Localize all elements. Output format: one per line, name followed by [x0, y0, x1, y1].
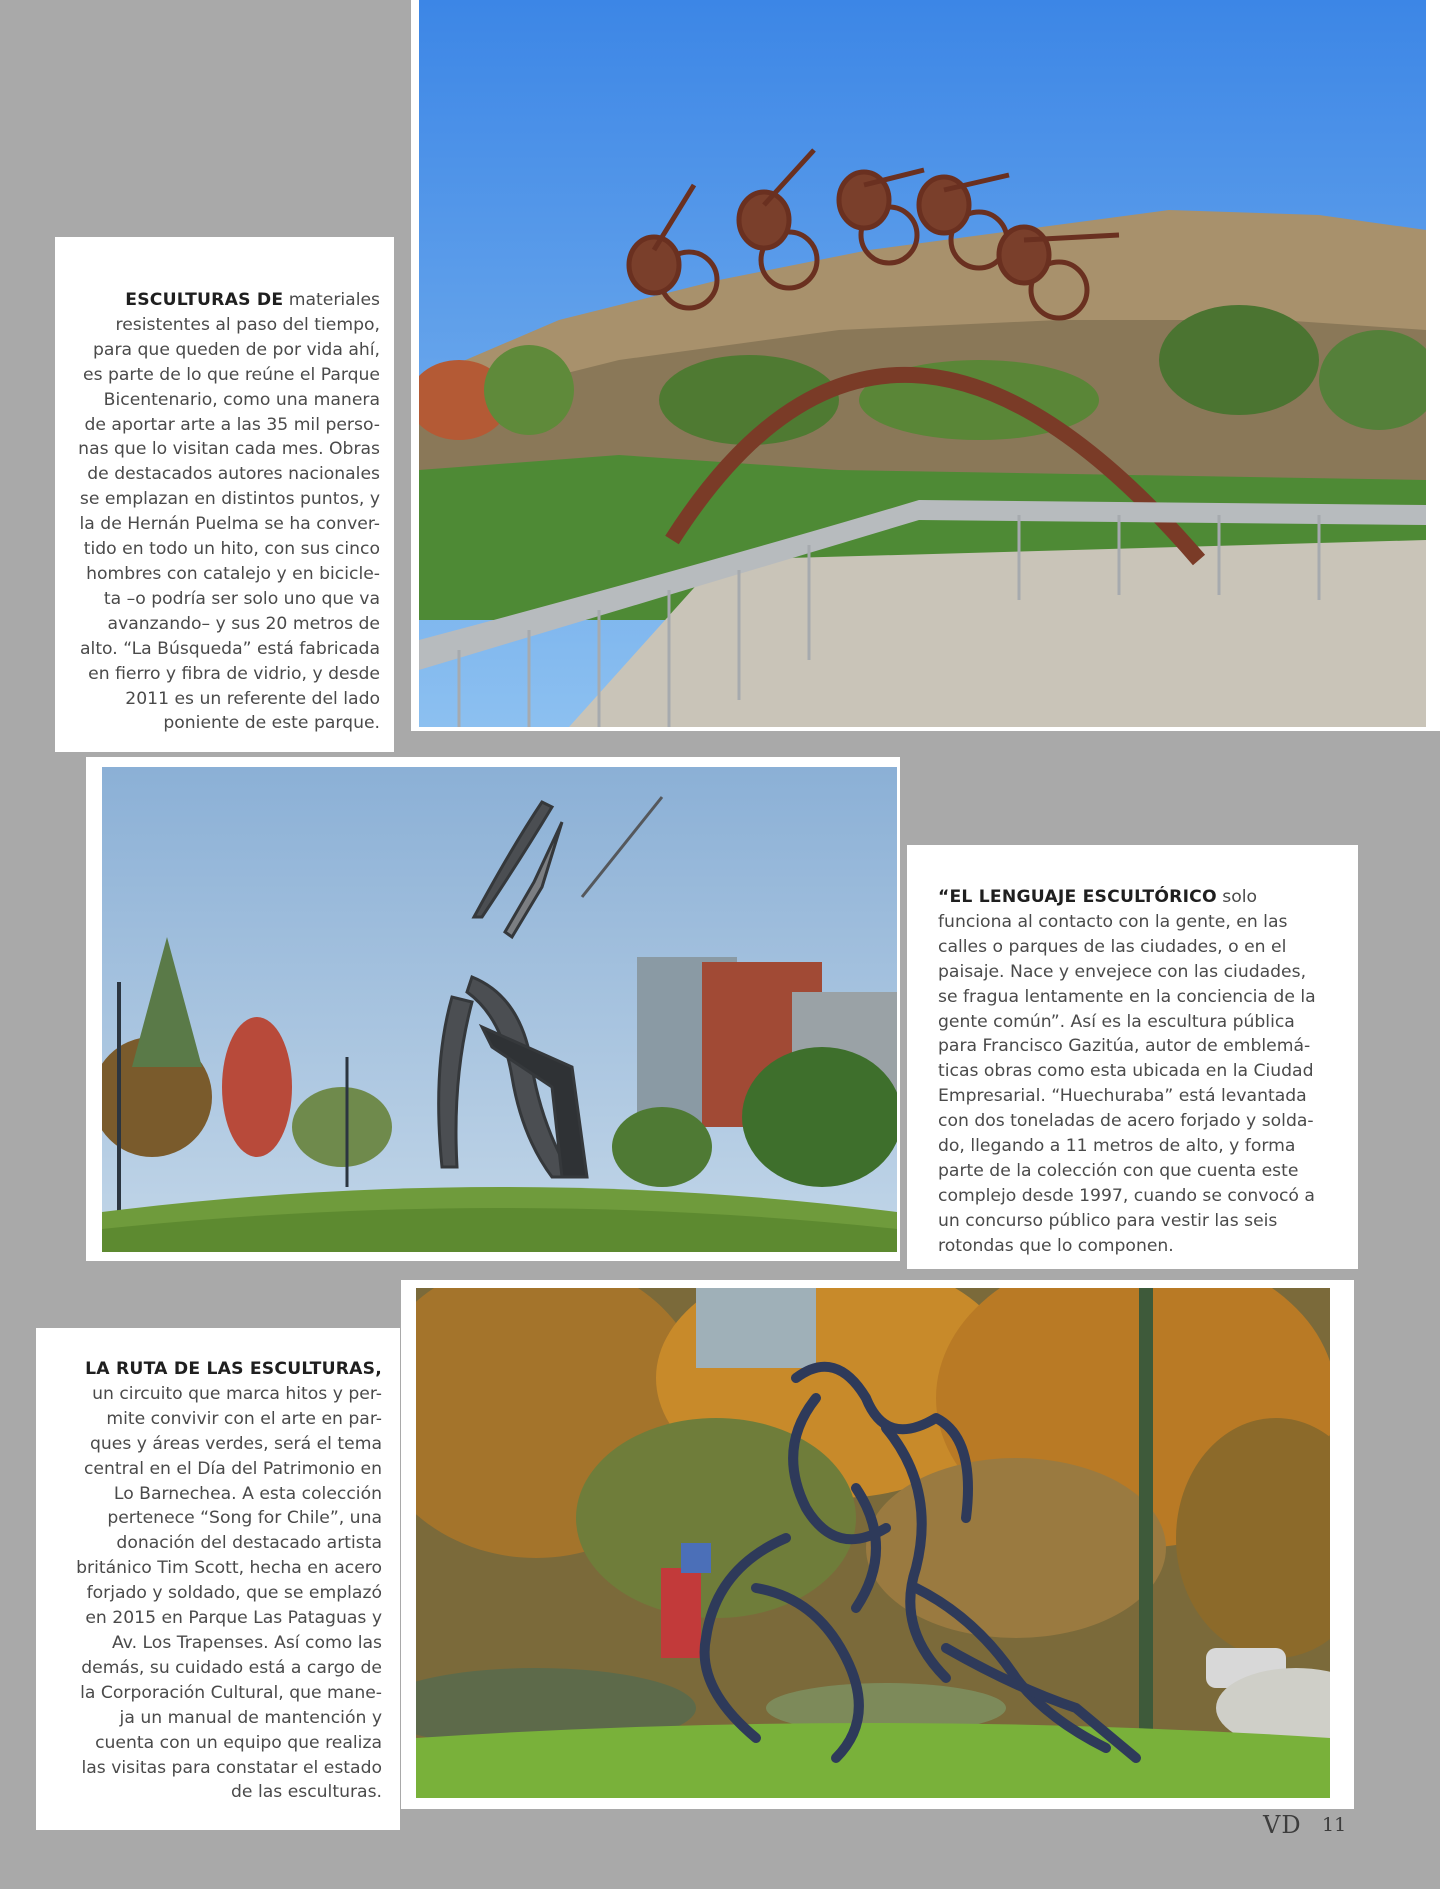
caption-lead: LA RUTA DE LAS ESCULTURAS, [85, 1359, 382, 1379]
photo-song-for-chile [416, 1288, 1330, 1798]
caption-lead: ESCULTURAS DE [125, 290, 284, 310]
caption-body: materiales resistentes al paso del tiempo, para que queden de por vida ahí, es parte de lo que reúne el Parque Bicentenario, como una manera de aportar arte a las 35 mil perso- nas que lo visitan cada mes. Obras de destacados autores nacionales se emplazan en distintos puntos, y la de Hernán Puelma se ha conver- tido en todo un hito, con sus cinco hombres con catalejo y en bicicle- ta –o podría ser solo uno que va avanzando– y sus 20 metros de alto. “La Búsqueda” está fabricada en fierro y fibra de vidrio, y desde 2011 es un referente del lado poniente de este parque. [78, 290, 380, 734]
caption-body: solo funciona al contacto con la gente, en las calles o parques de las ciudades, o en el paisaje. Nace y envejece con las ciudades, se fragua lentamente en la conciencia de la gente común”. Así es la escultura pública para Francisco Gazitúa, autor de emblemá- ticas obras como esta ubicada en la Ciudad Empresarial. “Huechuraba” está levantada con dos toneladas de acero forjado y solda- do, llegando a 11 metros de alto, y forma parte de la colección con que cuenta este complejo desde 1997, cuando se convocó a un concurso público para vestir las seis rotondas que lo componen. [938, 887, 1316, 1256]
photo-huechuraba [102, 767, 897, 1252]
page-number: 11 [1322, 1814, 1347, 1836]
caption-song-for-chile [36, 1328, 400, 1830]
caption-huechuraba [907, 845, 1358, 1269]
caption-la-busqueda [55, 237, 394, 752]
caption-body: un circuito que marca hitos y per- mite convivir con el arte en par- ques y áreas verdes, será el tema central en el Día del Patrimonio en Lo Barnechea. A esta colección pertenece “Song for Chile”, una donación del destacado artista británico Tim Scott, hecha en acero forjado y soldado, que se emplazó en 2015 en Parque Las Pataguas y Av. Los Trapenses. Así como las demás, su cuidado está a cargo de la Corporación Cultural, que mane- ja un manual de mantención y cuenta con un equipo que realiza las visitas para constatar el estado de las esculturas. [76, 1383, 382, 1803]
magazine-logo: VD [1263, 1811, 1302, 1839]
caption-lead: “EL LENGUAJE ESCULTÓRICO [938, 887, 1217, 907]
photo-la-busqueda [419, 0, 1426, 727]
